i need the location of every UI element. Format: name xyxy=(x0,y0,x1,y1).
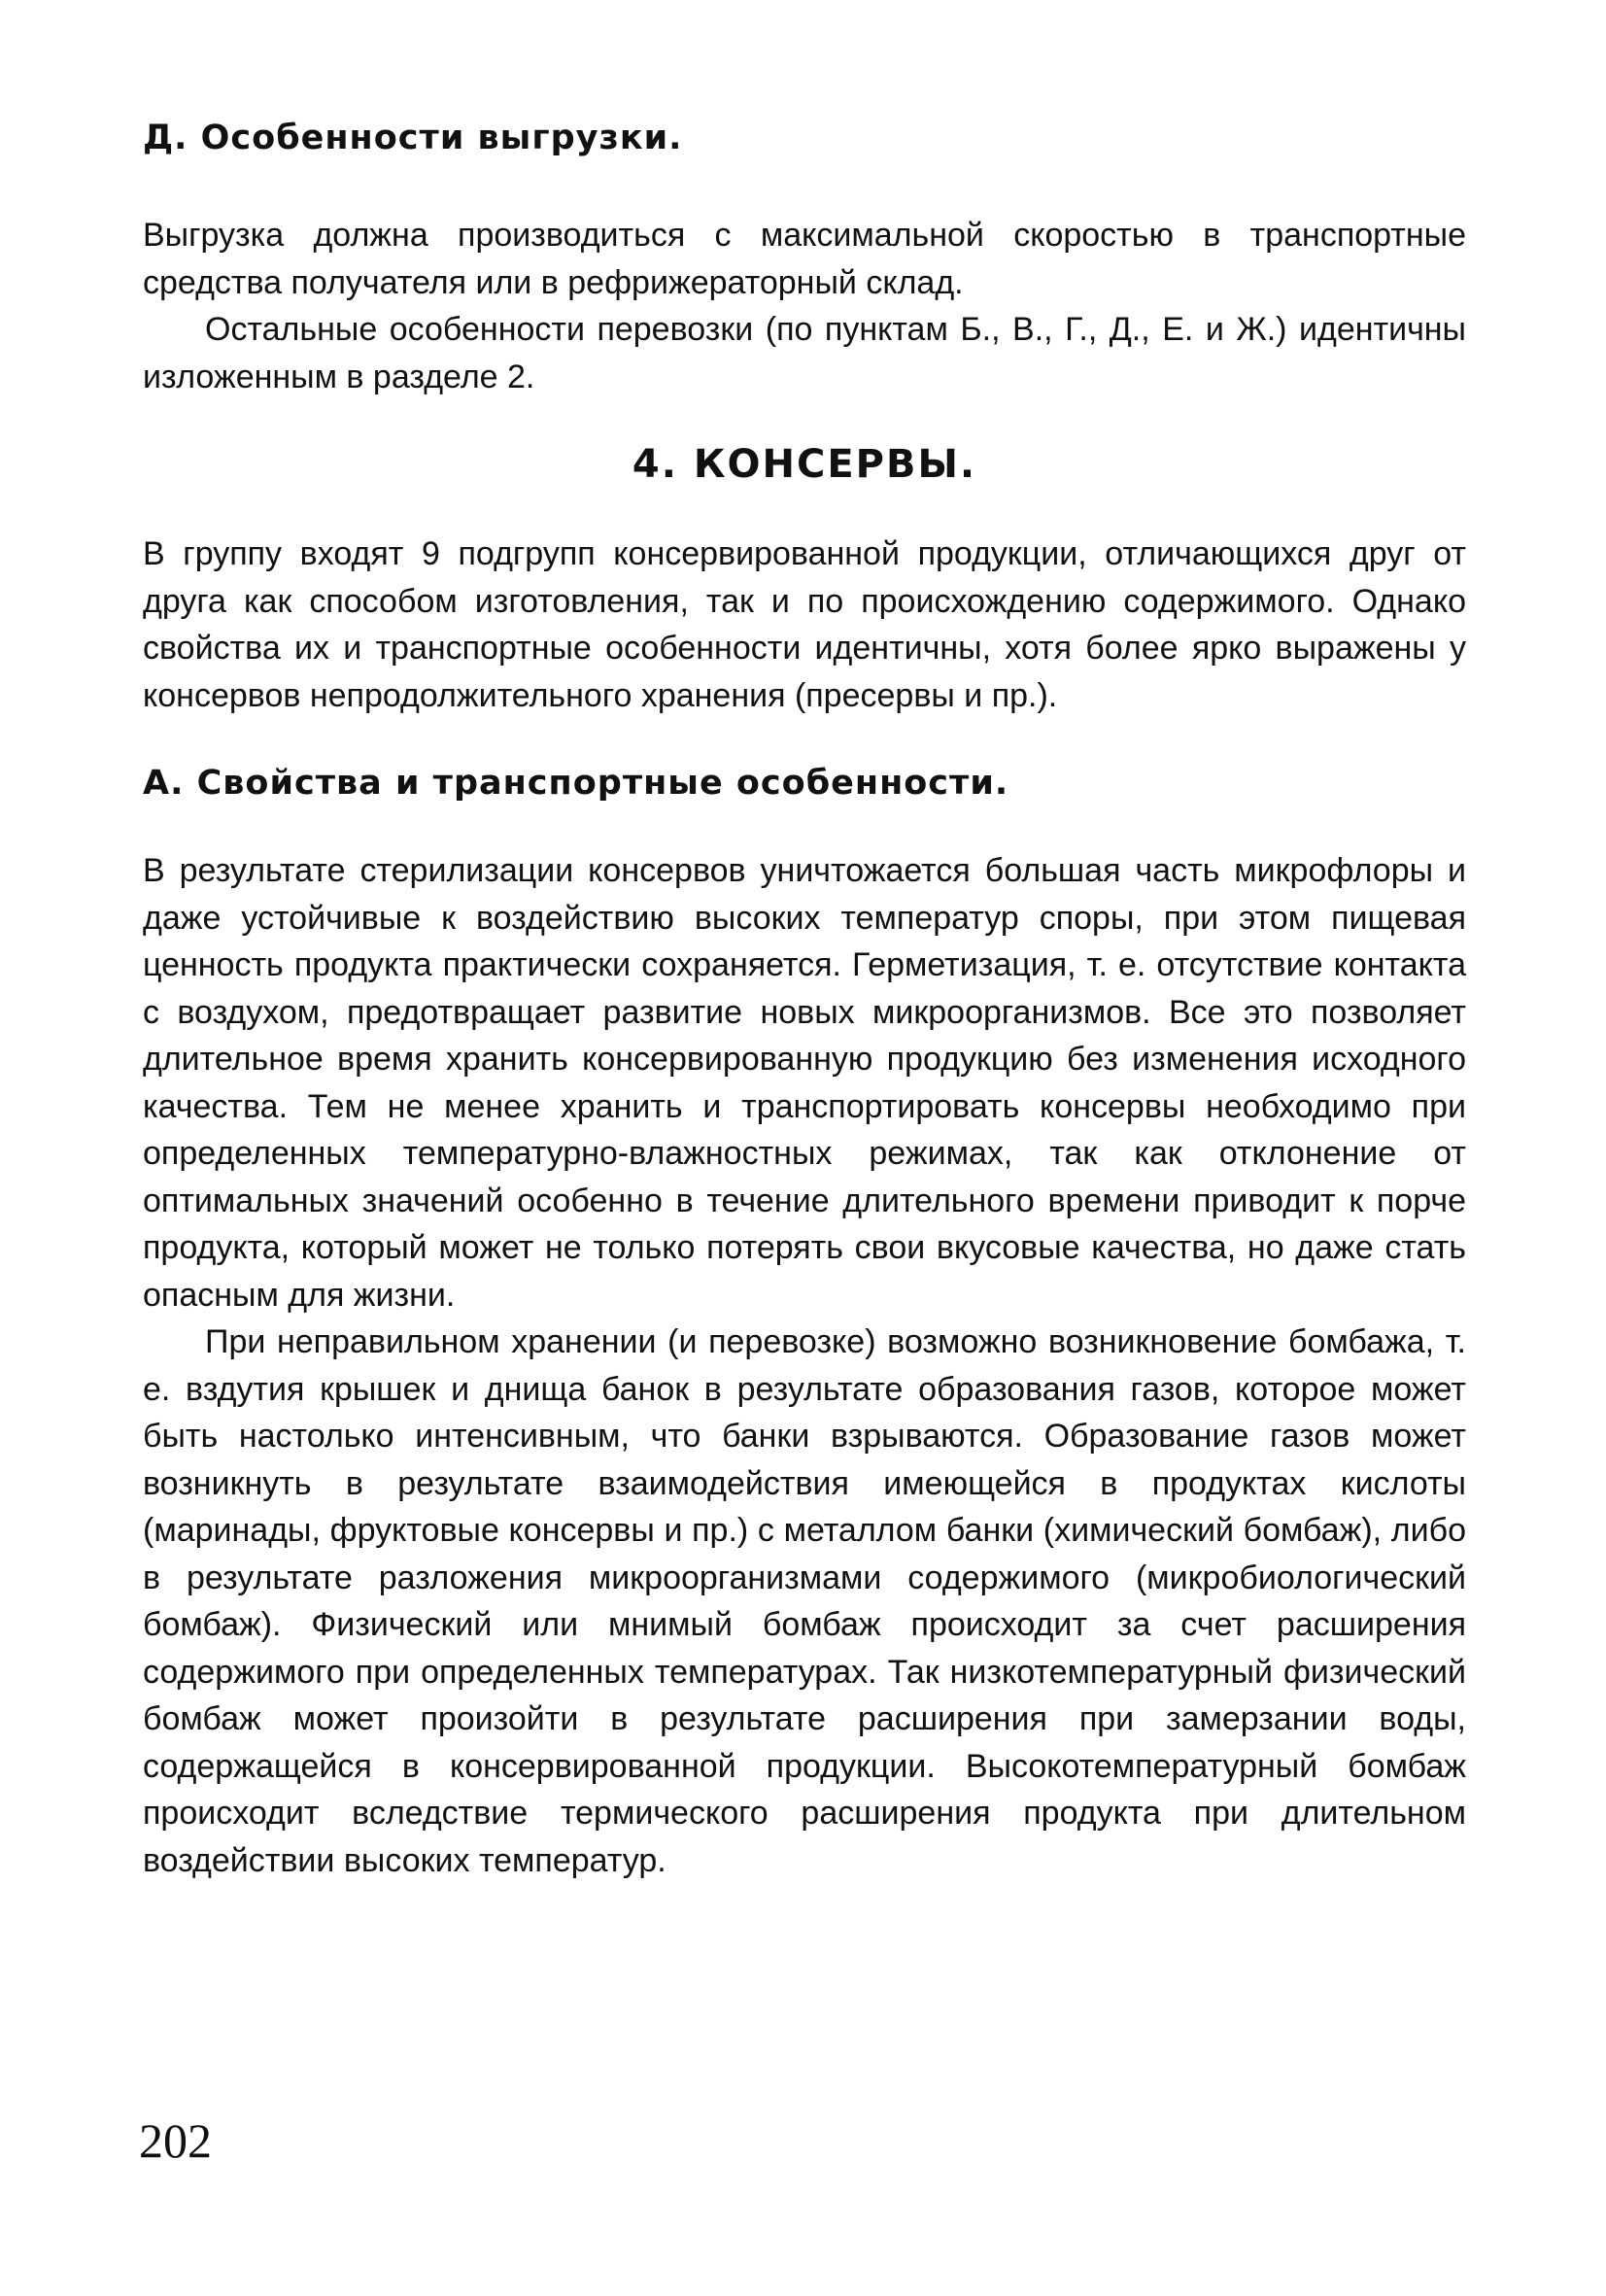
paragraph-unloading-speed: Выгрузка должна производиться с максимальной скоростью в транспортные средства получателя или в рефрижераторный склад. xyxy=(143,217,1466,301)
paragraph-bombage: При неправильном хранении (и перевозке) возможно возникновение бомбажа, т. е. вздутия крышек и днища банок в результате образования газов, которое может быть настолько интенсивным, что банки взрываются. Образование газов может возникнуть в результате взаимодействия имеющейся в продуктах кислоты (маринады, фруктовые консервы и пр.) с металлом банки (химический бомбаж), либо в результате разложения микроорганизмами содержимого (микробиологический бомбаж). Физический или мнимый бомбаж происходит за счет расширения содержимого при определенных температурах. Так низкотемпературный физический бомбаж может произойти в результате расширения при замерзании воды, содержащейся в консервированной продукции. Высокотемпературный бомбаж происходит вследствие термического расширения продукта при длительном воздействии высоких температур. xyxy=(143,1323,1466,1879)
page-number: 202 xyxy=(139,2113,212,2168)
paragraph-other-features: Остальные особенности перевозки (по пунктам Б., В., Г., Д., Е. и Ж.) идентичны изложенным в разделе 2. xyxy=(143,311,1466,395)
section-title: 4. КОНСЕРВЫ. xyxy=(632,442,977,487)
heading-unloading: Д. Особенности выгрузки. xyxy=(143,119,683,157)
heading-properties: А. Свойства и транспортные особенности. xyxy=(143,764,1009,803)
paragraph-sterilization: В результате стерилизации консервов уничтожается большая часть микрофлоры и даже устойчивые к воздействию высоких температур споры, при этом пищевая ценность продукта практически сохраняется. Герметизация, т. е. отсутствие контакта с воздухом, предотвращает развитие новых микроорганизмов. Все это позволяет длительное время хранить консервированную продукцию без изменения исходного качества. Тем не менее хранить и транспортировать консервы необходимо при определенных температурно-влажностных режимах, так как отклонение от оптимальных значений особенно в течение длительного времени приводит к порче продукта, который может не только потерять свои вкусовые качества, но даже стать опасным для жизни. xyxy=(143,852,1466,1314)
page-content xyxy=(143,117,1466,1884)
paragraph-intro: В группу входят 9 подгрупп консервированной продукции, отличающихся друг от друга как способом изготовления, так и по происхождению содержимого. Однако свойства их и транспортные особенности идентичны, хотя более ярко выражены у консервов непродолжительного хранения (пресервы и пр.). xyxy=(143,535,1466,714)
